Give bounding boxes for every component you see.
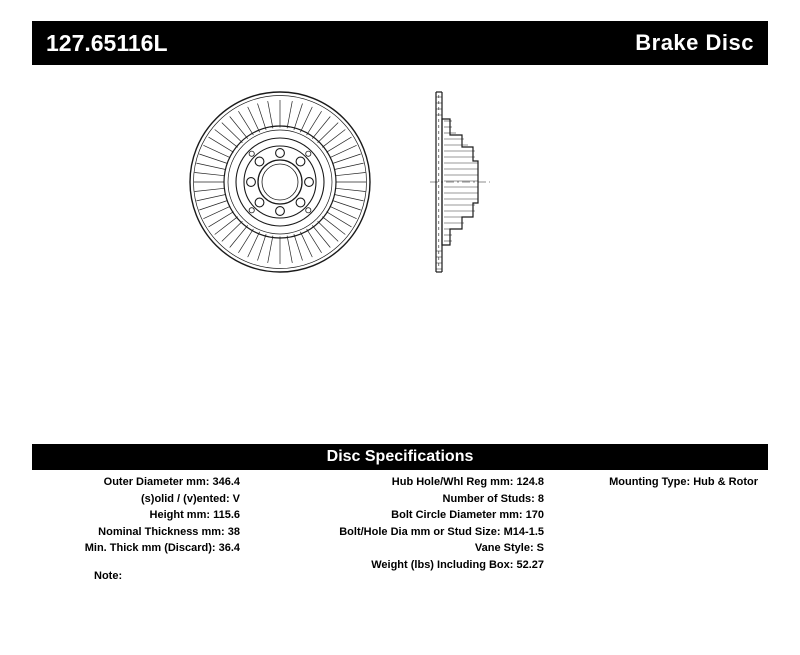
spec-bolt-hole-dia: Bolt/Hole Dia mm or Stud Size: M14-1.5: [339, 525, 544, 538]
specs-title-bar: Disc Specifications: [32, 444, 768, 470]
header-bar: [32, 21, 768, 65]
spec-bolt-circle-diameter: Bolt Circle Diameter mm: 170: [391, 509, 544, 521]
spec-mounting-type: Mounting Type: Hub & Rotor: [609, 476, 758, 488]
specs-column-middle: [244, 474, 548, 573]
specs-column-right: [548, 474, 768, 491]
technical-drawing: [32, 75, 768, 430]
specs-column-left: [32, 474, 244, 557]
note-label: Note:: [94, 570, 123, 582]
spec-min-thickness: Min. Thick mm (Discard): 36.4: [84, 542, 240, 554]
specs-columns: [32, 474, 768, 573]
note-row: [32, 570, 768, 582]
spec-vane-style: Vane Style: S: [474, 542, 544, 554]
spec-solid-vented: (s)olid / (v)ented: V: [141, 492, 240, 505]
rotor-side-section-view: [430, 92, 490, 272]
spec-weight: Weight (lbs) Including Box: 52.27: [371, 558, 544, 571]
product-type-title: Brake Disc: [635, 30, 754, 55]
rotor-front-view: [190, 92, 370, 272]
part-number: 127.65116L: [46, 29, 168, 56]
spec-nominal-thickness: Nominal Thickness mm: 38: [98, 525, 240, 538]
spec-height: Height mm: 115.6: [149, 509, 240, 521]
spec-outer-diameter: Outer Diameter mm: 346.4: [103, 476, 240, 488]
spec-hub-hole: Hub Hole/Whl Reg mm: 124.8: [391, 476, 544, 488]
spec-number-of-studs: Number of Studs: 8: [442, 492, 544, 505]
